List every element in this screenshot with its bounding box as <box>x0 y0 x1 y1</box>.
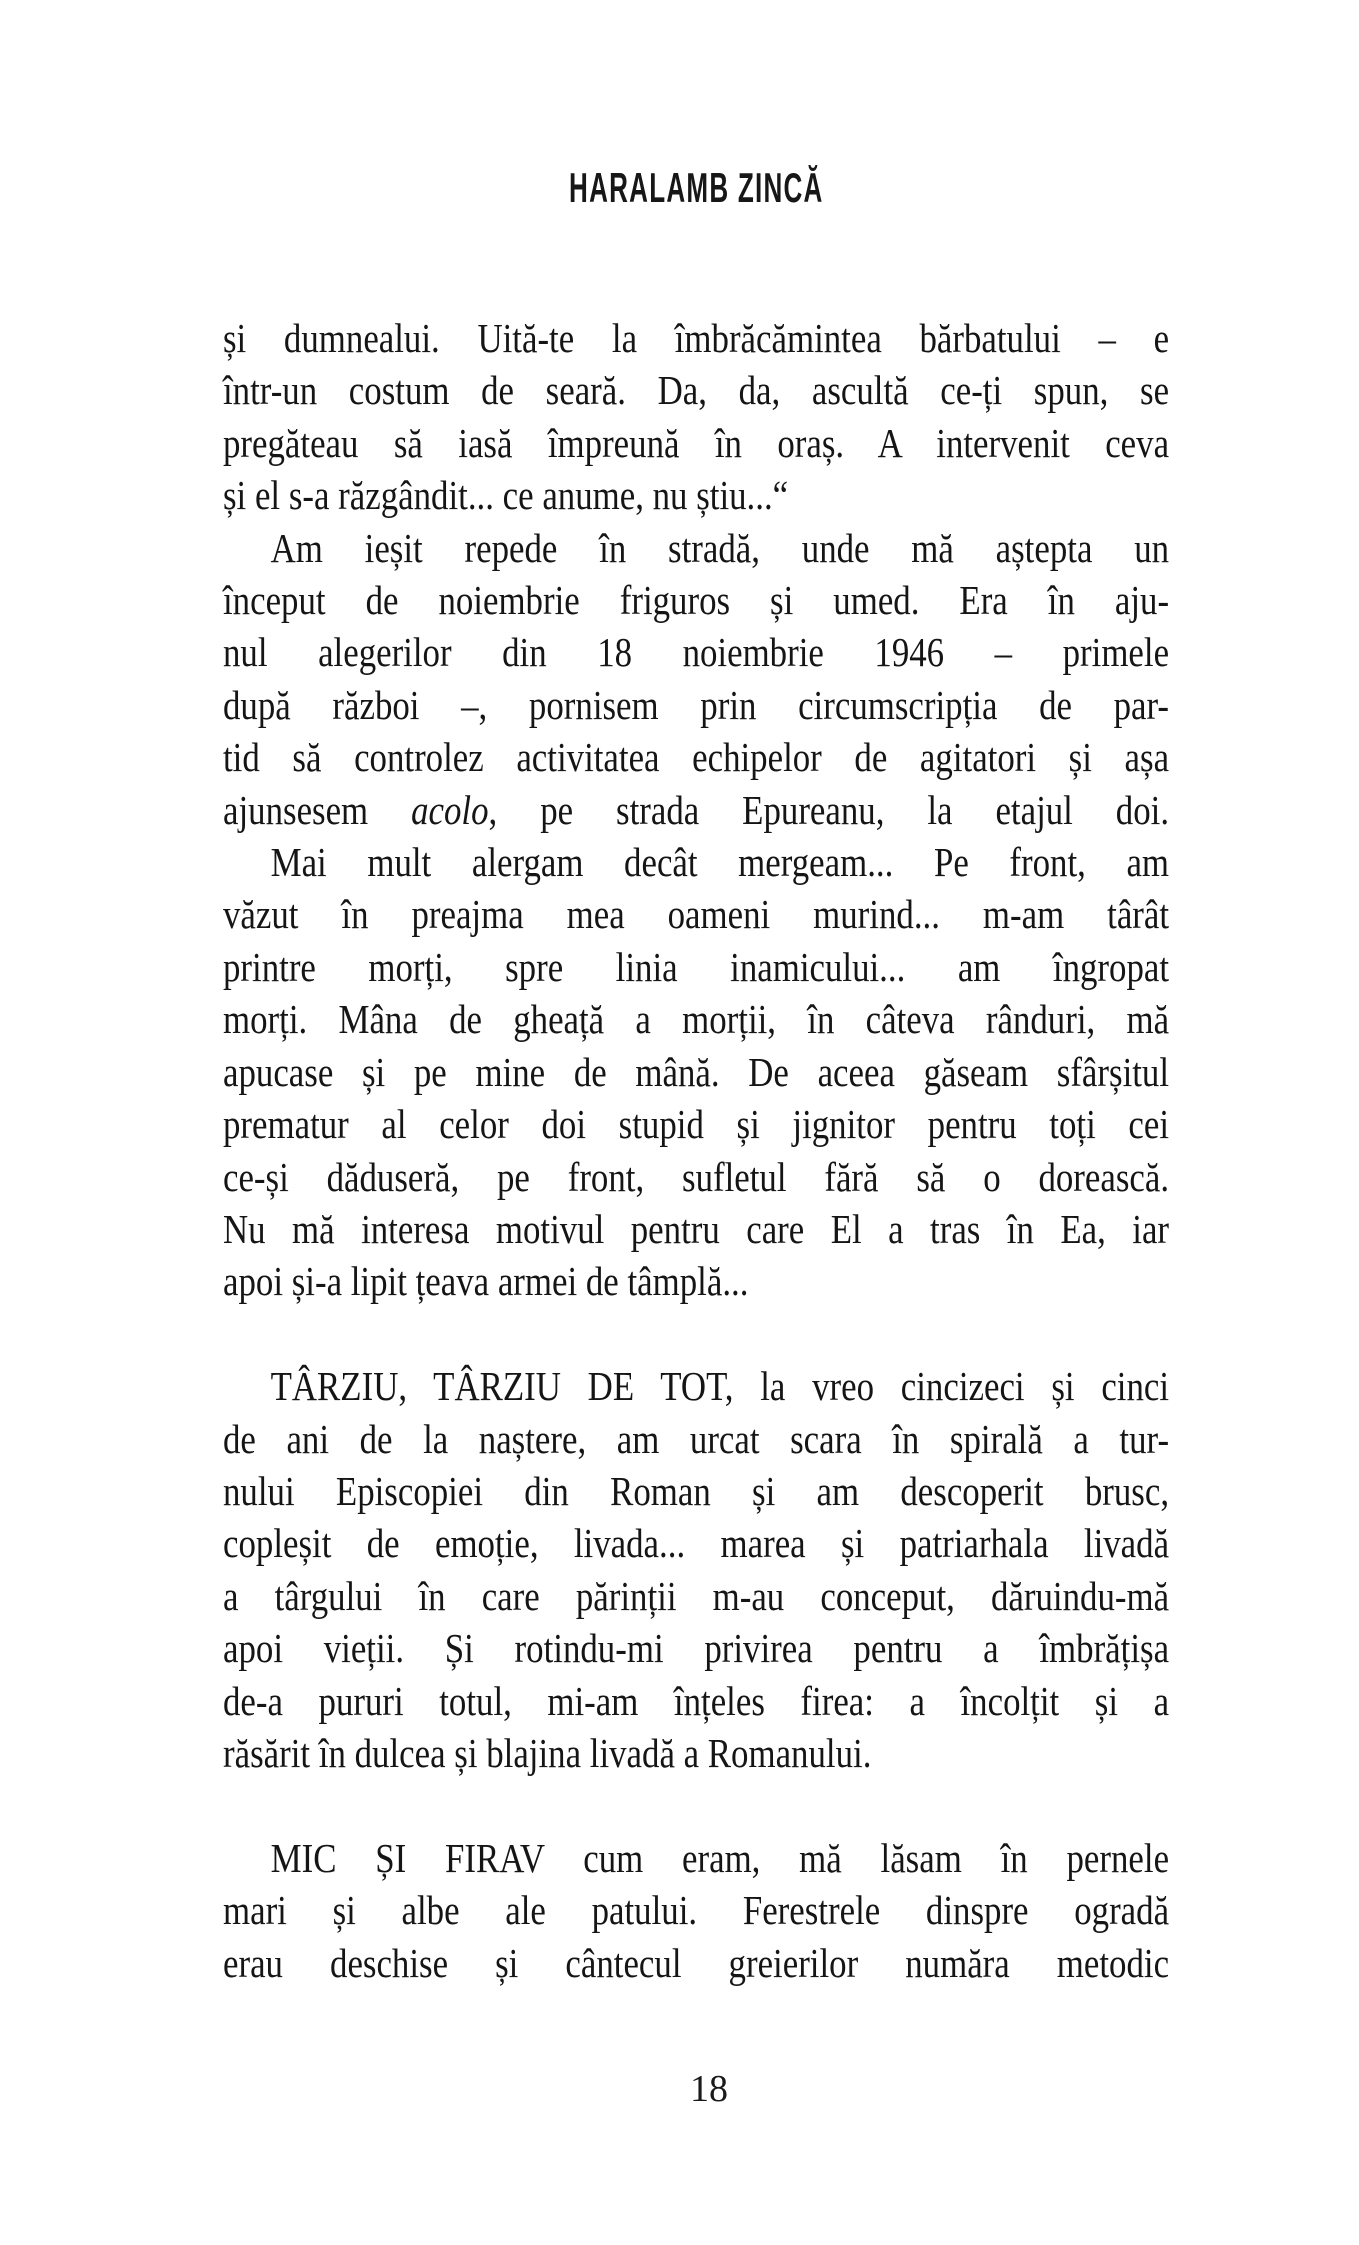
text-line: morți. Mâna de gheață a morții, în câteva rânduri, mă <box>223 996 1170 1043</box>
text-line: după război –, pornisem prin circumscripția de par- <box>223 681 1170 728</box>
paragraph <box>223 522 1169 836</box>
text-line: pregăteau să iasă împreună în oraș. A intervenit ceva <box>223 419 1170 466</box>
text-line: început de noiembrie friguros și umed. Era în aju- <box>223 577 1170 624</box>
text-line: văzut în preajma mea oameni murind... m-am târât <box>223 891 1170 938</box>
text-line: apucase și pe mine de mână. De aceea găseam sfârșitul <box>223 1048 1170 1095</box>
text-line: și dumnealui. Uită-te la îmbrăcămintea bărbatului – e <box>223 315 1170 361</box>
page-body <box>223 312 1169 1989</box>
text-line: Nu mă interesa motivul pentru care El a tras în Ea, iar <box>223 1205 1170 1252</box>
text-line: MIC ȘI FIRAV cum eram, mă lăsam în pernele <box>270 1834 1170 1881</box>
text-line: prematur al celor doi stupid și jignitor pentru toți cei <box>223 1101 1170 1148</box>
text-line: răsărit în dulcea și blajina livadă a Romanului. <box>223 1729 872 1776</box>
text-line: tid să controlez activitatea echipelor de agitatori și așa <box>223 734 1170 781</box>
text-line: TÂRZIU, TÂRZIU DE TOT, la vreo cincizeci și cinci <box>270 1363 1170 1410</box>
paragraph <box>223 1832 1169 1989</box>
text-line: într-un costum de seară. Da, da, ascultă ce-ți spun, se <box>223 367 1170 414</box>
text-line: mari și albe ale patului. Ferestrele dinspre ogradă <box>223 1887 1170 1934</box>
paragraph <box>223 1360 1169 1779</box>
text-line: de ani de la naștere, am urcat scara în spirală a tur- <box>223 1415 1170 1462</box>
text-line: de-a pururi totul, mi-am înțeles firea: a încolțit și a <box>223 1677 1170 1724</box>
text-line: erau deschise și cântecul greierilor număra metodic <box>223 1939 1170 1986</box>
text-line: Am ieșit repede în stradă, unde mă aștepta un <box>270 524 1170 571</box>
text-line: ce-și dăduseră, pe front, sufletul fără să o dorească. <box>223 1153 1170 1200</box>
text-line: apoi vieții. Și rotindu-mi privirea pentru a îmbrățișa <box>223 1625 1170 1672</box>
paragraph <box>223 312 1169 522</box>
text-line: printre morți, spre linia inamicului... am îngropat <box>223 943 1170 990</box>
text-line: nului Episcopiei din Roman și am descoperit brusc, <box>223 1467 1170 1514</box>
page-number: 18 <box>690 2068 728 2110</box>
text-line: copleșit de emoție, livada... marea și patriarhala livadă <box>223 1520 1170 1567</box>
author-name: HARALAMB ZINCĂ <box>568 164 824 211</box>
text-line: ajunsesem acolo, pe strada Epureanu, la etajul doi. <box>223 786 1170 833</box>
text-line: a târgului în care părinții m-au conceput, dăruindu-mă <box>223 1572 1170 1619</box>
text-line: apoi și-a lipit țeava armei de tâmplă... <box>223 1258 749 1305</box>
text-line: nul alegerilor din 18 noiembrie 1946 – primele <box>223 629 1170 676</box>
paragraph <box>223 836 1169 1308</box>
running-header <box>223 164 1169 211</box>
text-line: Mai mult alergam decât mergeam... Pe front, am <box>270 839 1170 886</box>
text-line: și el s-a răzgândit... ce anume, nu știu...“ <box>223 472 789 519</box>
